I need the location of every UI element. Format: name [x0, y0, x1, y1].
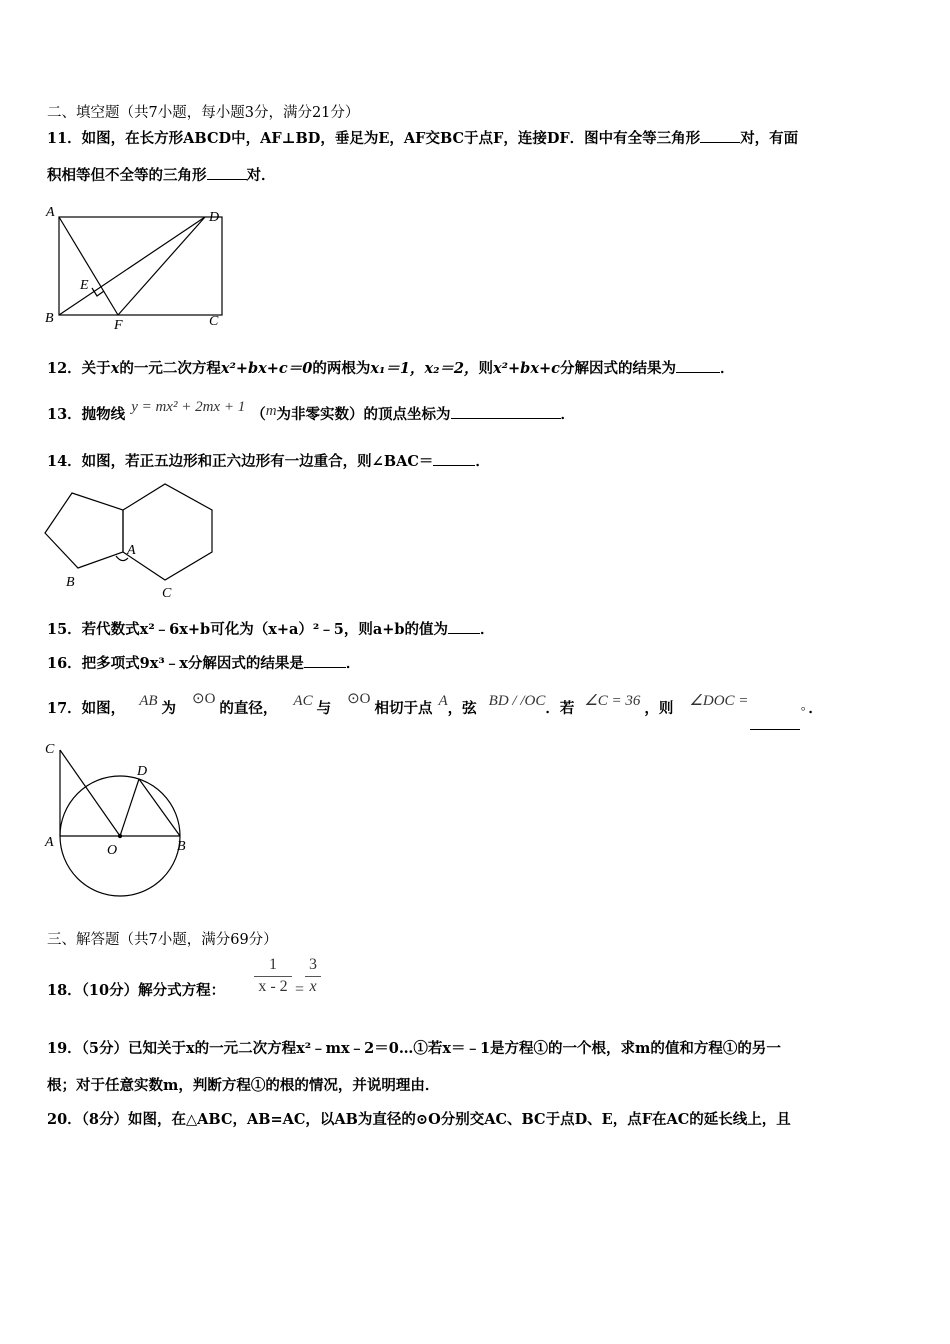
hexagon — [123, 484, 212, 580]
question-14 — [47, 451, 490, 472]
q18-fraction-left — [254, 956, 292, 996]
question-17 — [47, 691, 823, 719]
q12-blank — [676, 358, 720, 373]
q11-text-c: 积相等但不全等的三角形 — [47, 167, 207, 184]
q11-text-d: 对． — [246, 167, 276, 184]
q17-point-a: A — [438, 693, 448, 709]
q12-end: ． — [719, 360, 735, 377]
segment-af — [59, 217, 118, 315]
q18-den2: x — [305, 976, 321, 996]
label-d: D — [209, 210, 220, 225]
q18-text: 18．（10分）解分式方程： — [47, 982, 226, 999]
q11-blank-2 — [207, 165, 247, 180]
q17-degree: ° — [800, 704, 806, 718]
q16-blank — [304, 653, 346, 668]
q18-equals: = — [295, 981, 305, 998]
q17-pre: 17．如图， — [47, 700, 126, 717]
label-a: A — [127, 543, 136, 558]
q17-circle-o-1: ⊙O — [192, 691, 216, 707]
section-3-header: 三、解答题（共7小题，满分69分） — [47, 932, 278, 948]
section-2-header: 二、填空题（共7小题，每小题3分，满分21分） — [47, 105, 360, 121]
q14-polygon-figure — [40, 478, 220, 602]
question-11-line1 — [47, 128, 798, 149]
q16-end: ． — [345, 655, 361, 672]
q11-blank-1 — [700, 128, 740, 143]
label-c: C — [162, 586, 172, 601]
q11-text-a: 11．如图，在长方形ABCD中，AF⊥BD，垂足为E，AF交BC于点F，连接DF．图中有全等三角形 — [47, 130, 701, 147]
label-f: F — [114, 318, 123, 333]
q13-pre: 13．抛物线 — [47, 406, 126, 423]
q18-fraction-right — [305, 956, 321, 996]
segment-od — [120, 779, 139, 836]
q13-end: ． — [560, 406, 576, 423]
q17-wei: 为 — [161, 700, 177, 717]
label-a: A — [46, 205, 55, 220]
q17-blank — [750, 715, 800, 730]
question-16 — [47, 653, 360, 674]
q12-expr: x²+bx+c — [493, 360, 560, 377]
q13-post: 为非零实数）的顶点坐标为 — [276, 406, 451, 423]
question-15 — [47, 619, 495, 640]
label-c: C — [209, 314, 219, 329]
label-b: B — [177, 839, 186, 854]
q18-num1: 1 — [269, 956, 277, 973]
label-a: A — [45, 835, 54, 850]
q17-ze: ，则 — [644, 700, 674, 717]
question-19-line2: 根；对于任意实数m，判断方程①的根的情况，并说明理由． — [47, 1077, 440, 1094]
label-e: E — [80, 278, 89, 293]
q11-text-b: 对，有面 — [740, 130, 799, 147]
q12-x2: x₂＝2， — [424, 360, 479, 377]
q13-m: m — [265, 403, 277, 419]
question-13 — [47, 399, 576, 425]
q13-paren: （ — [251, 406, 266, 423]
q17-yu: 与 — [316, 700, 332, 717]
q17-circle-o-2: ⊙O — [347, 691, 371, 707]
q17-ab: AB — [139, 693, 158, 709]
pentagon — [45, 493, 123, 568]
q17-circle-figure — [42, 738, 192, 902]
q12-mid1: 的一元二次方程 — [119, 360, 221, 377]
q15-blank — [448, 619, 480, 634]
q11-rectangle-figure — [42, 203, 232, 335]
label-o: O — [107, 843, 118, 858]
q17-ac: AC — [293, 693, 313, 709]
question-11-line2 — [47, 165, 276, 186]
q17-diameter: 的直径， — [219, 700, 278, 717]
q17-end: ． — [808, 700, 823, 717]
q17-ruo: ．若 — [545, 700, 575, 717]
question-18 — [47, 981, 225, 1001]
q13-formula: y = mx² + 2mx + 1 — [131, 399, 246, 415]
q17-chord: ，弦 — [447, 700, 477, 717]
q13-blank — [451, 404, 561, 419]
q15-end: ． — [480, 621, 495, 638]
question-12 — [47, 358, 734, 379]
q12-mid2: 的两根为 — [312, 360, 371, 377]
label-b: B — [45, 311, 54, 326]
q14-blank — [433, 451, 475, 466]
q15-text: 15．若代数式x²﹣6x+b可化为（x+a）²﹣5，则a+b的值为 — [47, 621, 449, 638]
q17-tangent: 相切于点 — [374, 700, 433, 717]
question-20-line1: 20．（8分）如图，在△ABC，AB=AC，以AB为直径的⊙O分别交AC、BC于点D、E，点F在AC的延长线上，且 — [47, 1111, 791, 1128]
question-19-line1: 19．（5分）已知关于x的一元二次方程x²﹣mx﹣2＝0…①若x＝﹣1是方程①的一个根，求m的值和方程①的另一 — [47, 1040, 781, 1057]
q17-angle-c: ∠C = 36 — [584, 693, 641, 709]
q17-bd-parallel-oc: BD / /OC — [488, 693, 546, 709]
q17-angle-doc: ∠DOC = — [689, 693, 749, 709]
q14-text: 14．如图，若正五边形和正六边形有一边重合，则∠BAC＝ — [47, 453, 434, 470]
diagonal-bd — [59, 217, 205, 315]
center-dot — [118, 834, 122, 838]
q18-num2: 3 — [309, 956, 317, 973]
q12-x1: x₁＝1， — [370, 360, 425, 377]
q12-equation: x²+bx+c＝0 — [220, 360, 313, 377]
label-b: B — [66, 575, 75, 590]
label-d: D — [137, 764, 148, 779]
q12-x: x — [110, 360, 120, 377]
q12-post: 分解因式的结果为 — [559, 360, 676, 377]
q18-den1: x - 2 — [254, 976, 292, 996]
q14-end: ． — [475, 453, 490, 470]
chord-bd — [139, 779, 180, 836]
q12-mid3: 则 — [478, 360, 494, 377]
segment-co — [60, 750, 120, 836]
q16-text: 16．把多项式9x³﹣x分解因式的结果是 — [47, 655, 304, 672]
q12-pre: 12．关于 — [47, 360, 111, 377]
label-c: C — [45, 742, 55, 757]
rectangle-abcd — [59, 217, 222, 315]
